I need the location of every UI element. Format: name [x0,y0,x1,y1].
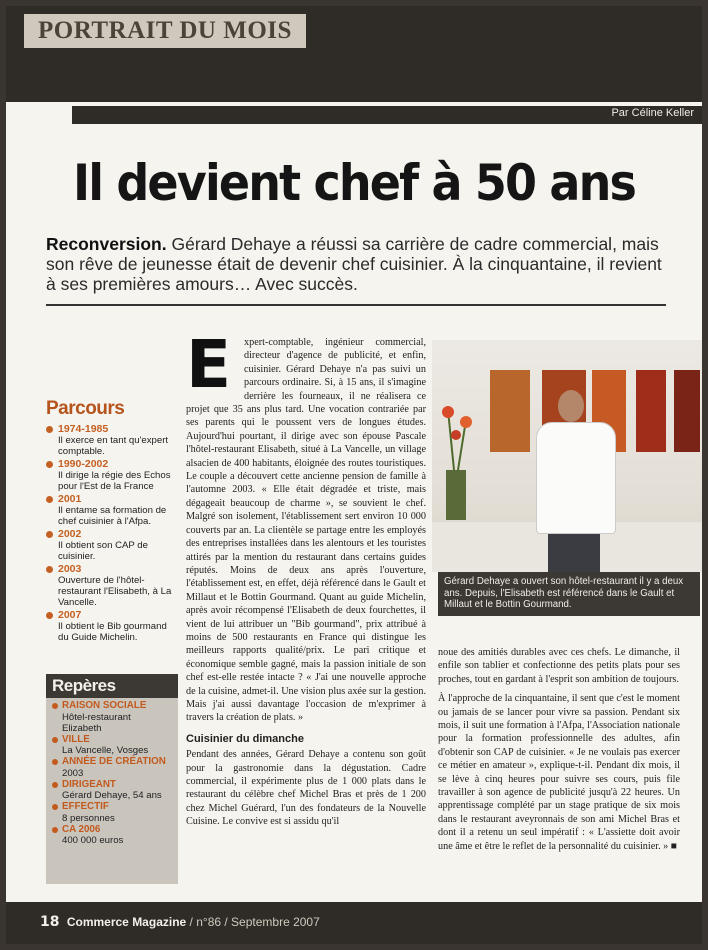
reperes-title: Repères [52,676,116,695]
bullet-icon [52,782,58,788]
bullet-icon [46,531,53,538]
footer-band [6,902,702,944]
headline: Il devient chef à 50 ans [72,154,636,212]
folio [40,914,320,930]
parcours-item [46,529,176,562]
bullet-icon [46,496,53,503]
reperes-value: 400 000 euros [62,835,124,846]
reperes-label [52,802,172,813]
parcours-title: Parcours [46,398,125,419]
parcours-item [46,564,176,608]
lead-text: Gérard Dehaye a réussi sa carrière de cadre commercial, mais son rêve de jeunesse était de devenir chef cuisinier. À la cinquantaine, il revient à ses premières amours… Avec succès. [46,234,662,294]
reperes-label-text: ANNÉE DE CRÉATION [62,756,166,767]
drop-cap: E [186,326,232,403]
page-number: 18 [40,914,60,930]
chef-head [558,390,584,422]
reperes-label [52,780,172,791]
reperes-value: La Vancelle, Vosges [62,745,149,756]
painting-icon [490,370,530,452]
magazine-name: Commerce Magazine [66,915,187,929]
parcours-text: Il obtient le Bib gourmand du Guide Michelin. [58,621,167,643]
reperes-label-text: DIRIGEANT [62,778,116,790]
article-column-1 [186,326,426,829]
byline-bar [72,106,702,124]
parcours-item [46,459,176,492]
reperes-label [52,825,172,836]
reperes-box [46,674,178,884]
magazine-page [6,6,702,944]
article-body-2: noue des amitiés durables avec ces chefs. Le dimanche, il enfile son tablier et confectionne des petits plats pour ses proches, tout en gardant à l'esprit son ambition de toujours. [438,647,680,685]
parcours-text: Il exerce en tant qu'expert comptable. [58,435,169,457]
parcours-list [46,424,176,643]
reperes-value: 8 personnes [62,812,115,824]
bullet-icon [52,827,58,833]
parcours-item [46,610,176,643]
article-body-1: Pendant des années, Gérard Dehaye a contenu son goût pour la gastronomie dans la dégustation. Cadre commercial, il expérimente plus de 1 000 plats dans le restaurant du célèbre chef Michel Bras et près de 1 200 chez Michel Guérard, l'un des fondateurs de la Nouvelle Cuisine. Le convive est si assidu qu'il [186,749,426,828]
bullet-icon [46,426,53,433]
divider-rule [46,304,666,306]
bullet-icon [52,737,58,743]
bullet-icon [46,566,53,573]
lead-paragraph [46,234,666,294]
bullet-icon [46,461,53,468]
reperes-label [52,757,172,768]
reperes-header [46,674,178,698]
reperes-label-text: RAISON SOCIALE [62,700,147,711]
parcours-text: Il dirige la régie des Echos pour l'Est de la France [58,470,171,492]
parcours-sidebar [46,398,176,645]
article-body-3: À l'approche de la cinquantaine, il sent que c'est le moment ou jamais de se lancer pour vivre sa passion. Pendant six mois, il suit une formation à l'Afpa, l'Association nationale pour la formation professionnelle des adultes, afin d'obtenir son CAP de cuisinier. « Je ne voulais pas exercer ce métier en amateur », explique-t-il. Pendant dix mois, il se lève à cinq heures pour suivre ses cours, puis file travailler à son agence de publicité jusqu'à 22 heures. Un apprentissage complété par un stage pratique de six mois dans le restaurant aveyronnais de son ami Michel Bras et dont il a retenu un seul impératif : « L'assiette doit avoir une âme et être le reflet de la personnalité du cuisinier. » ■ [438,693,680,852]
bullet-icon [52,759,58,765]
reperes-value: Hôtel-restaurant Elizabeth [62,711,131,734]
reperes-label-text: EFFECTIF [62,801,109,812]
parcours-text: Il entame sa formation de chef cuisinier à l'Afpa. [58,505,167,527]
parcours-year: 1974-1985 [58,423,109,435]
reperes-label [52,735,172,746]
photo-caption: Gérard Dehaye a ouvert son hôtel-restaurant il y a deux ans. Depuis, l'Elisabeth est référencé dans le Gault et Millaut et le Bottin Gourmand. [438,572,700,616]
reperes-value: Gérard Dehaye, 54 ans [62,790,162,801]
lead-label: Reconversion. [46,234,167,254]
reperes-label-text: CA 2006 [62,823,101,835]
reperes-label [52,701,172,712]
chef-photo [432,340,702,572]
parcours-year: 2007 [58,609,82,621]
reperes-list [46,698,178,848]
header-band [6,6,702,102]
parcours-year: 1990-2002 [58,458,109,470]
bullet-icon [52,804,58,810]
article-column-3 [438,646,680,853]
bullet-icon [46,612,53,619]
flowers-icon [436,400,476,520]
parcours-item [46,424,176,457]
painting-icon [674,370,700,452]
chef-jacket-icon [536,422,616,534]
reperes-label-text: VILLE [62,733,90,745]
parcours-year: 2001 [58,493,82,505]
bullet-icon [52,703,58,709]
parcours-year: 2003 [58,563,82,575]
parcours-year: 2002 [58,528,82,540]
author-byline: Par Céline Keller [611,107,694,119]
reperes-value: 2003 [62,767,84,779]
parcours-text: Il obtient son CAP de cuisinier. [58,540,148,562]
chef-trousers [548,530,600,572]
painting-icon [636,370,666,452]
section-kicker: PORTRAIT DU MOIS [24,14,306,48]
parcours-text: Ouverture de l'hôtel-restaurant l'Elisabeth, à La Vancelle. [58,575,172,608]
article-intro: xpert-comptable, ingénieur commercial, directeur d'agence de publicité, et enfin, cuisinier. Gérard Dehaye n'a pas suivi un parcours ordinaire. Si, à 15 ans, il s'imagine derrière les fourneaux, il ne réalisera ce projet que 35 ans plus tard. Une vocation contrariée par ses parents qui le poussent vers de longues études. Aujourd'hui pourtant, il dirige avec son épouse Pascale l'hôtel-restaurant Elisabeth, situé à La Vancelle, un village alsacien de 400 habitants, éloignée des routes touristiques. Le couple a découvert cette ancienne pension de famille à l'automne 2003. « Elle était dégradée et triste, mais dégageait beaucoup de charme », se souvient le chef. Malgré son isolement, l'établissement sert environ 10 000 couverts par an. La clientèle se partage entre les employés des entreprises installées dans les alentours et les touristes attirés par la mention du restaurant dans certains guides réputés. Moins de deux ans après l'ouverture, l'établissement est, en effet, déjà référencé dans le Gault et Millaut et le Bottin Gourmand. Quant au guide Michelin, après avoir récompensé l'Elisabeth de deux fourchettes, il vient de lui attribuer un "Bib gourmand", prix attribué à moins de 500 restaurants en France qui distingue les meilleurs rapports qualité/prix. Le pari critique et économique semble gagné, mais la passion initiale de son chef est-elle restée intacte ? « J'ai une nouvelle approche de la cuisine, admet-il. Une vision plus axée sur la gestion. Mais j'ai aussi davantage l'occasion de m'exprimer à travers la création de plats. » [186,337,426,724]
subheading: Cuisinier du dimanche [186,732,304,745]
parcours-item [46,494,176,527]
issue-info: / n°86 / Septembre 2007 [189,915,320,929]
